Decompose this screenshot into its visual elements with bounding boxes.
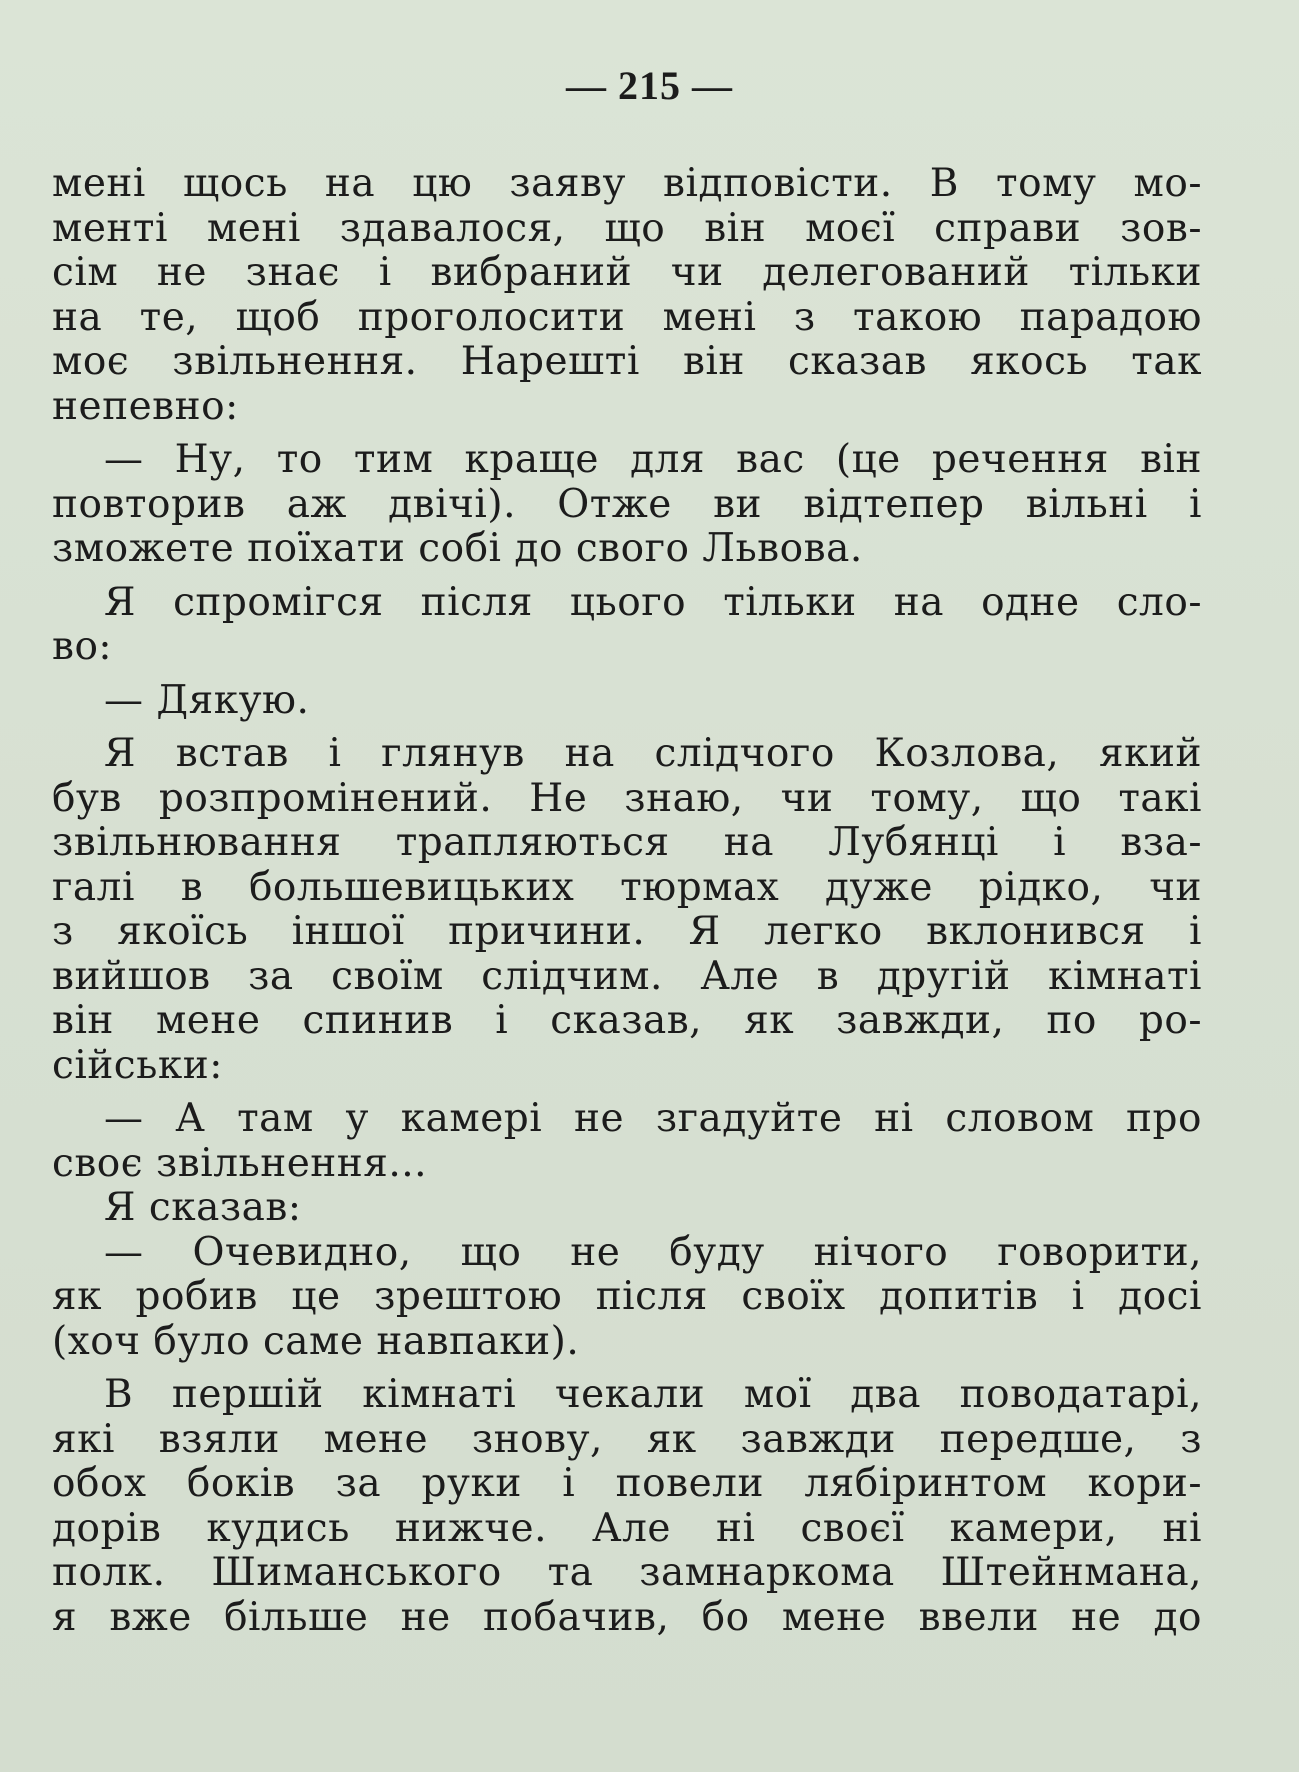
text-line: непевно: xyxy=(52,383,239,429)
text-line: во: xyxy=(52,624,113,669)
text-line: — Дякую. xyxy=(104,677,310,723)
text-line: Я встав і глянув на слідчого Козлова, який xyxy=(104,731,1202,776)
text-line: на те, щоб проголосити мені з такою парадою xyxy=(52,294,1202,340)
text-line: дорів кудись нижче. Але ні своєї камери, ні xyxy=(52,1505,1202,1551)
text-line: своє звільнення... xyxy=(52,1140,428,1186)
text-line: я вже більше не побачив, бо мене ввели не до xyxy=(52,1594,1202,1640)
text-line: Я спромігся після цього тільки на одне сло- xyxy=(104,579,1202,625)
text-line: вийшов за своїм слідчим. Але в другій кімнаті xyxy=(52,953,1202,999)
text-line: — Очевидно, що не буду нічого говорити, xyxy=(104,1229,1202,1275)
text-line: був розпромінений. Не знаю, чи тому, що такі xyxy=(52,775,1202,821)
text-line: — А там у камері не згадуйте ні словом про xyxy=(104,1096,1202,1141)
text-line: з якоїсь іншої причини. Я легко вклонився і xyxy=(52,909,1202,954)
text-line: (хоч було саме навпаки). xyxy=(52,1318,580,1364)
text-line: обох боків за руки і повели лябіринтом кори- xyxy=(52,1461,1202,1506)
text-line: менті мені здавалося, що він моєї справи зов- xyxy=(52,205,1202,251)
text-line: він мене спинив і сказав, як завжди, по ро- xyxy=(52,998,1202,1043)
text-line: сім не знає і вибраний чи делегований тільки xyxy=(52,250,1202,295)
text-line: повторив аж двічі). Отже ви відтепер вільні і xyxy=(52,481,1202,527)
text-line: галі в большевицьких тюрмах дуже рідко, чи xyxy=(52,864,1202,910)
text-line: В першій кімнаті чекали мої два поводатарі, xyxy=(104,1372,1202,1417)
text-line: мені щось на цю заяву відповісти. В тому мо- xyxy=(52,161,1202,206)
text-line: звільнювання трапляються на Лубянці і вза- xyxy=(52,820,1202,865)
page-number: — 215 — xyxy=(566,63,733,108)
text-line: сійськи: xyxy=(52,1042,223,1088)
page-body xyxy=(52,162,1202,1640)
text-line: як робив це зрештою після своїх допитів і досі xyxy=(52,1274,1202,1319)
text-line: зможете поїхати собі до свого Львова. xyxy=(52,526,863,571)
text-line: які взяли мене знову, як завжди передше, з xyxy=(52,1416,1202,1462)
text-line: Я сказав: xyxy=(104,1185,302,1230)
text-line: полк. Шиманського та замнаркома Штейнмана, xyxy=(52,1550,1202,1595)
text-line: — Ну, то тим краще для вас (це речення він xyxy=(104,437,1202,482)
text-line: моє звільнення. Нарешті він сказав якось так xyxy=(52,339,1202,384)
